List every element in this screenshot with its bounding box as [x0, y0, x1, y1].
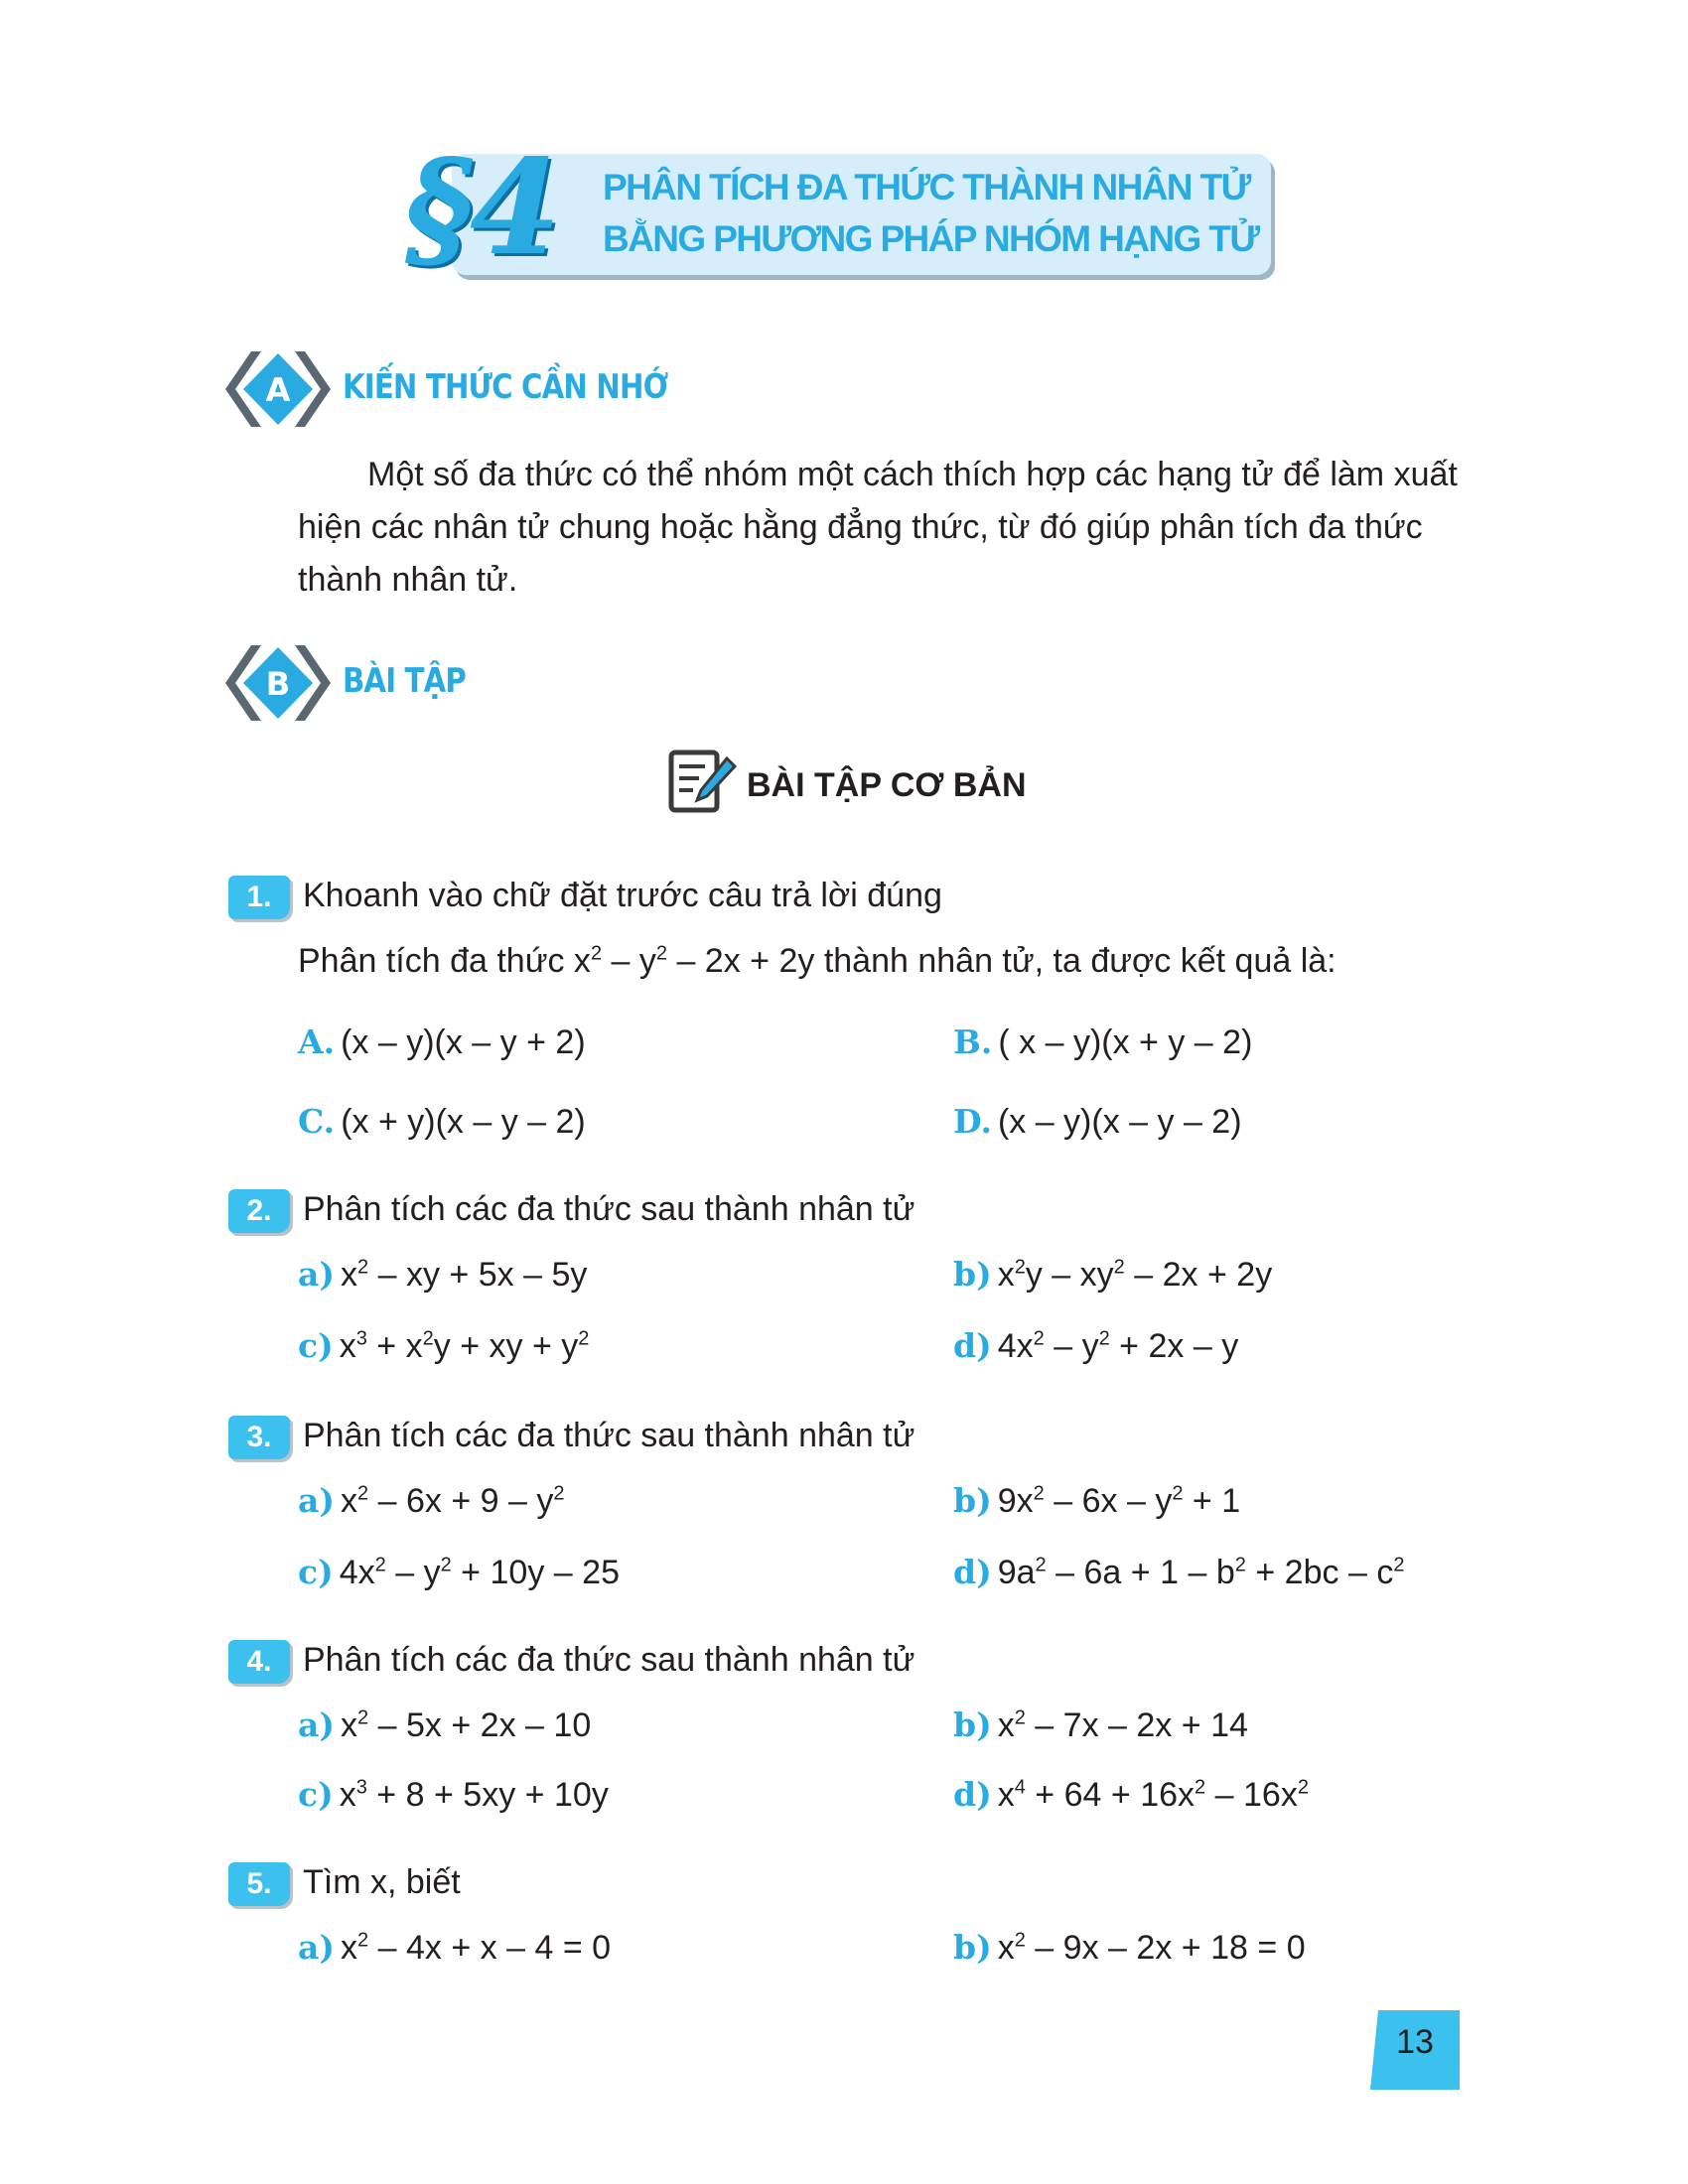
exponent: 3 — [355, 1776, 367, 1799]
item-label: c) — [298, 1553, 334, 1591]
exponent: 2 — [1035, 1554, 1047, 1576]
option-label: C. — [298, 1102, 336, 1141]
section-a-title: KIẾN THỨC CẦN NHỚ — [343, 367, 668, 407]
exercise-4-item-c — [298, 1773, 609, 1817]
exercise-2-item-d — [953, 1324, 1238, 1368]
exercise-4-badge: 4. — [228, 1640, 290, 1684]
item-label: b) — [953, 1255, 992, 1294]
item-label: b) — [953, 1481, 992, 1520]
option-label: D. — [953, 1102, 992, 1141]
exercise-1-option-b[interactable] — [953, 1021, 1252, 1064]
item-text: $x^3 + 8 + 5xy + 10y$ — [339, 1776, 609, 1814]
exponent: 2 — [1014, 1706, 1026, 1729]
exponent: 2 — [1113, 1256, 1125, 1279]
item-text: $x^2 - 5x + 2x - 10$ — [341, 1706, 592, 1744]
item-text: $x^2 - 7x - 2x + 14$ — [997, 1706, 1248, 1744]
exercise-1-title: Khoanh vào chữ đặt trước câu trả lời đúng — [303, 877, 942, 914]
exercise-2-badge: 2. — [228, 1189, 290, 1233]
item-text: $4x^2 - y^2 + 2x - y$ — [997, 1327, 1239, 1365]
exponent: 2 — [553, 1482, 565, 1505]
exponent: 2 — [1014, 1256, 1026, 1279]
title-line-1: PHÂN TÍCH ĐA THỨC THÀNH NHÂN TỬ — [603, 167, 1250, 207]
section-b-title: BÀI TẬP — [343, 661, 466, 701]
item-label: b) — [953, 1928, 992, 1967]
exercise-4-item-d — [953, 1773, 1309, 1817]
exponent: 3 — [355, 1327, 367, 1350]
exponent: 2 — [1014, 1929, 1026, 1952]
exponent: 2 — [578, 1327, 590, 1350]
exercise-4-title: Phân tích các đa thức sau thành nhân tử — [303, 1641, 915, 1679]
knowledge-paragraph — [298, 449, 1470, 607]
option-label: B. — [953, 1023, 993, 1061]
item-text: $9x^2 - 6x - y^2 + 1$ — [997, 1482, 1241, 1520]
exponent: 2 — [374, 1554, 386, 1576]
exercise-3-title: Phân tích các đa thức sau thành nhân tử — [303, 1417, 915, 1454]
section-number: §4 — [405, 131, 557, 285]
item-label: c) — [298, 1326, 334, 1365]
exponent: 2 — [440, 1554, 452, 1576]
exercise-3-item-a — [298, 1479, 565, 1523]
exponent: 2 — [357, 1706, 369, 1729]
item-label: c) — [298, 1775, 334, 1814]
exercise-5-item-b — [953, 1926, 1306, 1970]
exercise-5-title: Tìm x, biết — [303, 1863, 461, 1901]
item-text: $x^2y - xy^2 - 2x + 2y$ — [997, 1256, 1273, 1294]
exponent: 2 — [1297, 1776, 1309, 1799]
section-b-badge-icon — [223, 643, 333, 723]
knowledge-text: Một số đa thức có thể nhóm một cách thích hợp các hạng tử để làm xuất hiện các nhân tử chung hoặc hằng đẳng thức, từ đó giúp phân tích đa thức thành nhân tử. — [298, 456, 1458, 599]
exponent: 4 — [1014, 1776, 1026, 1799]
page-number: 13 — [1396, 2023, 1434, 2061]
option-text: (x – y)(x – y – 2) — [997, 1103, 1242, 1141]
exercise-1-option-a[interactable] — [298, 1021, 586, 1064]
exponent: 2 — [422, 1327, 434, 1350]
exercise-5-badge: 5. — [228, 1862, 290, 1906]
section-a-badge-letter: A — [265, 371, 291, 409]
exercise-3-badge: 3. — [228, 1416, 290, 1459]
basic-exercises-heading: BÀI TẬP CƠ BẢN — [747, 766, 1027, 804]
item-text: $x^3 + x^2y$ + xy + $y^2$ — [339, 1327, 590, 1365]
section-b-badge-letter: B — [265, 665, 291, 703]
exponent: 2 — [1393, 1554, 1405, 1576]
item-label: d) — [953, 1553, 992, 1591]
item-text: $x^2 - 9x - 2x + 18 = 0$ — [997, 1929, 1306, 1967]
exercise-2-item-c — [298, 1324, 589, 1368]
exercise-1-subtitle: Phân tích đa thức $x^2 - y^2 - 2x + 2y$ thành nhân tử, ta được kết quả là: — [298, 942, 1336, 980]
option-label: A. — [298, 1023, 336, 1061]
exercise-1-option-d[interactable] — [953, 1100, 1242, 1144]
exercise-4-item-a — [298, 1704, 591, 1747]
notepad-pencil-icon — [665, 747, 737, 818]
item-text: $x^2 - 4x + x - 4 = 0$ — [341, 1929, 612, 1967]
option-text: ( x – y)(x + y – 2) — [998, 1024, 1253, 1061]
item-label: b) — [953, 1706, 992, 1744]
exercise-1-badge: 1. — [228, 876, 290, 919]
item-label: a) — [298, 1481, 335, 1520]
item-label: a) — [298, 1928, 335, 1967]
exercise-4-item-b — [953, 1704, 1248, 1747]
exponent: 2 — [1033, 1327, 1045, 1350]
exponent: 2 — [357, 1929, 369, 1952]
exponent: 2 — [357, 1256, 369, 1279]
item-label: d) — [953, 1326, 992, 1365]
item-text: $9a^2 - 6a + 1 - b^2 + 2bc - c^2$ — [997, 1554, 1405, 1591]
option-text: (x – y)(x – y + 2) — [341, 1024, 586, 1061]
option-text: (x + y)(x – y – 2) — [341, 1103, 586, 1141]
exercise-3-item-b — [953, 1479, 1240, 1523]
exponent: 2 — [357, 1482, 369, 1505]
exponent: 2 — [1172, 1482, 1184, 1505]
title-line-2: BẰNG PHƯƠNG PHÁP NHÓM HẠNG TỬ — [603, 218, 1259, 259]
exercise-3-item-d — [953, 1551, 1404, 1594]
exponent: 2 — [1195, 1776, 1206, 1799]
item-label: d) — [953, 1775, 992, 1814]
exercise-2-title: Phân tích các đa thức sau thành nhân tử — [303, 1190, 915, 1228]
exercise-2-item-b — [953, 1253, 1272, 1297]
exercise-3-item-c — [298, 1551, 620, 1594]
item-text: $4x^2 - y^2 + 10y - 25$ — [339, 1554, 620, 1591]
item-text: $x^2$ – xy + 5x – 5y — [341, 1256, 588, 1294]
exercise-5-item-a — [298, 1926, 611, 1970]
item-label: a) — [298, 1255, 335, 1294]
section-a-badge-icon — [223, 349, 333, 429]
exponent: 2 — [1033, 1482, 1045, 1505]
item-label: a) — [298, 1706, 335, 1744]
exponent: 2 — [1234, 1554, 1246, 1576]
exercise-2-item-a — [298, 1253, 587, 1297]
exponent: 2 — [1098, 1327, 1110, 1350]
item-text: $x^4 + 64 + 16x^2 - 16x^2$ — [997, 1776, 1309, 1814]
exercise-1-option-c[interactable] — [298, 1100, 586, 1144]
item-text: $x^2 - 6x + 9 - y^2$ — [341, 1482, 565, 1520]
